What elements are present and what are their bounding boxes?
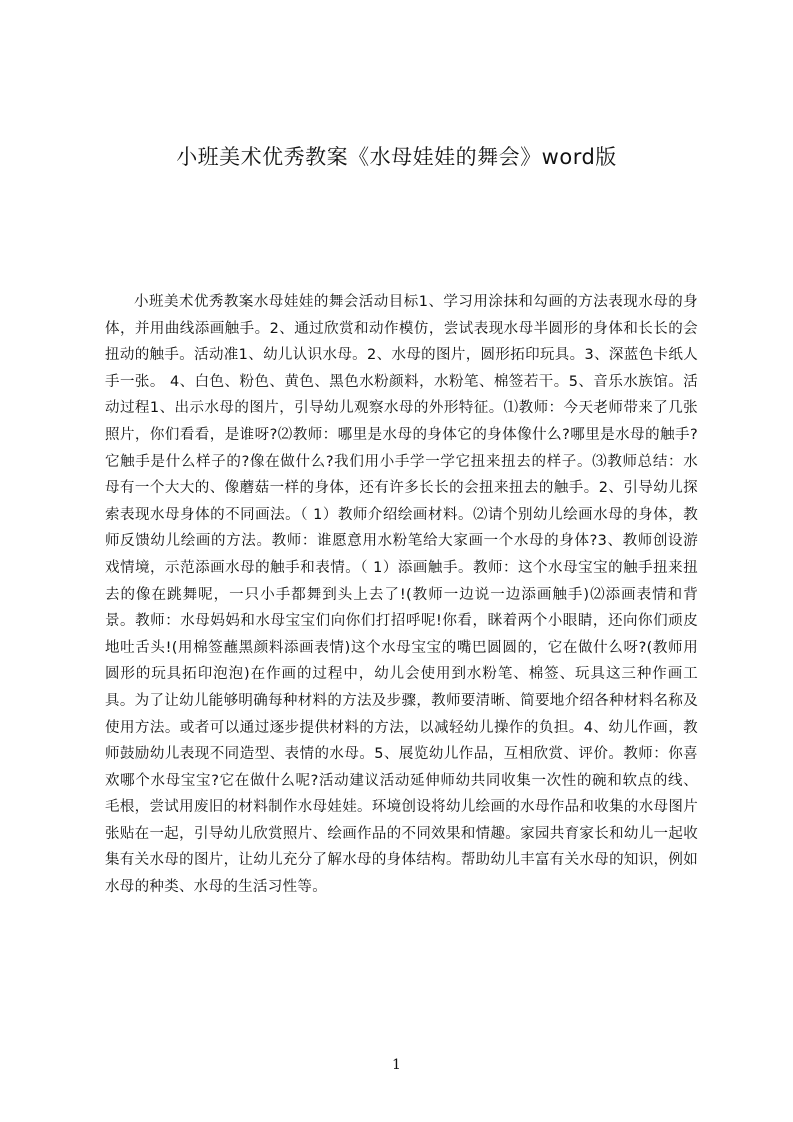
document-body-paragraph: 小班美术优秀教案水母娃娃的舞会活动目标1、学习用涂抹和勾画的方法表现水母的身体，并用曲线添画触手。2、通过欣赏和动作模仿，尝试表现水母半圆形的身体和长长的会扭动的触手。活动准1、幼儿认识水母。2、水母的图片，圆形拓印玩具。3、深蓝色卡纸人手一张。 4、白色、粉色、黄色、黑色水粉颜料，水粉笔、棉签若干。5、音乐水族馆。活动过程1、出示水母的图片，引导幼儿观察水母的外形特征。⑴教师：今天老师带来了几张照片，你们看看，是谁呀?⑵教师：哪里是水母的身体它的身体像什么?哪里是水母的触手?它触手是什么样子的?像在做什么?我们用小手学一学它扭来扭去的样子。⑶教师总结：水母有一个大大的、像蘑菇一样的身体，还有许多长长的会扭来扭去的触手。2、引导幼儿探索表现水母身体的不同画法。（ 1）教师介绍绘画材料。⑵请个别幼儿绘画水母的身体，教师反馈幼儿绘画的方法。教师：谁愿意用水粉笔给大家画一个水母的身体?3、教师创设游戏情境，示范添画水母的触手和表情。（ 1）添画触手。教师：这个水母宝宝的触手扭来扭去的像在跳舞呢，一只小手都舞到头上去了!(教师一边说一边添画触手)⑵添画表情和背景。教师：水母妈妈和水母宝宝们向你们打招呼呢!你看，眯着两个小眼睛，还向你们顽皮地吐舌头!(用棉签蘸黑颜料添画表情)这个水母宝宝的嘴巴圆圆的，它在做什么呀?(教师用圆形的玩具拓印泡泡)在作画的过程中，幼儿会使用到水粉笔、棉签、玩具这三种作画工具。为了让幼儿能够明确每种材料的方法及步骤，教师要清晰、简要地介绍各种材料名称及使用方法。或者可以通过逐步提供材料的方法，以减轻幼儿操作的负担。4、幼儿作画，教师鼓励幼儿表现不同造型、表情的水母。5、展览幼儿作品，互相欣赏、评价。教师：你喜欢哪个水母宝宝?它在做什么呢?活动建议活动延伸师幼共同收集一次性的碗和软点的线、毛根，尝试用废旧的材料制作水母娃娃。环境创设将幼儿绘画的水母作品和收集的水母图片张贴在一起，引导幼儿欣赏照片、绘画作品的不同效果和情趣。家园共育家长和幼儿一起收集有关水母的图片，让幼儿充分了解水母的身体结构。帮助幼儿丰富有关水母的知识，例如水母的种类、水母的生活习性等。	[105, 294, 698, 896]
page-number: 1	[392, 1057, 401, 1073]
document-title: 小班美术优秀教案《水母娃娃的舞会》word版	[176, 145, 617, 169]
